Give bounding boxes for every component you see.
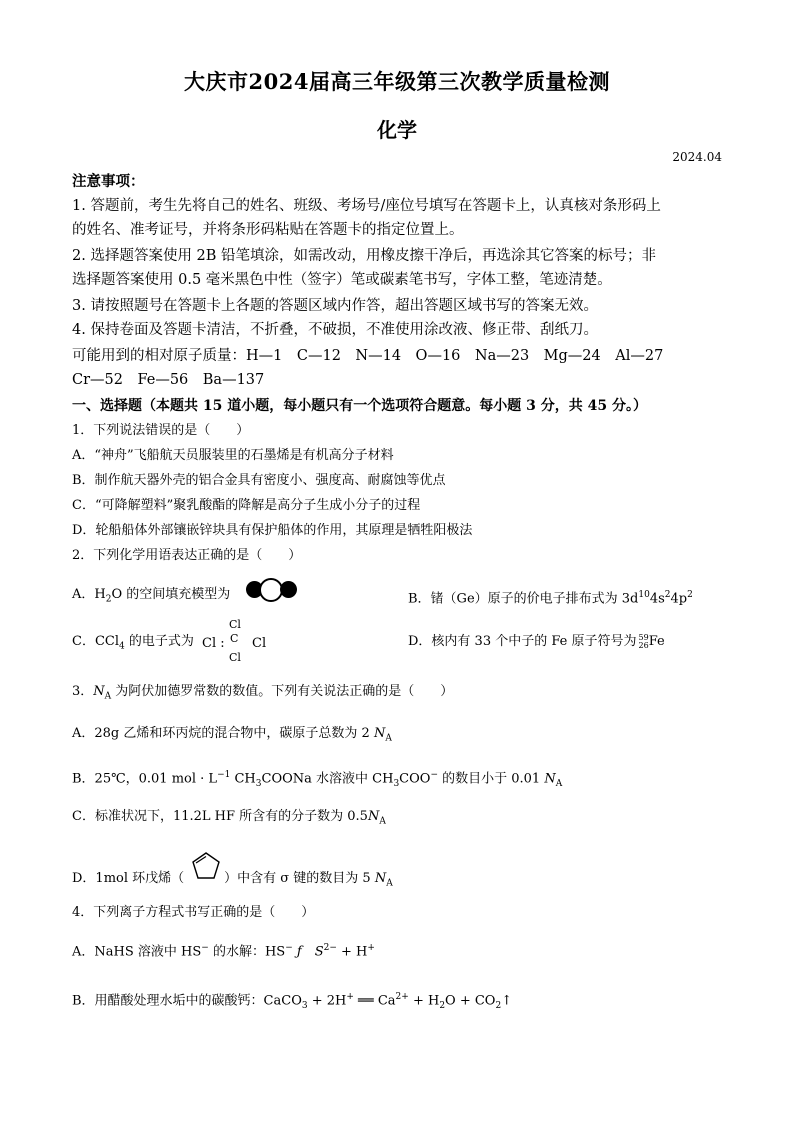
q4-a-text: 的水解：HS bbox=[208, 944, 286, 960]
q3-b-text: B．25℃，0.01 mol · L bbox=[72, 771, 218, 787]
exam-date: 2024.04 bbox=[672, 150, 722, 164]
q3-b-text: CH bbox=[230, 771, 256, 787]
q3-b-sup: −1 bbox=[217, 770, 231, 780]
q2-option-c bbox=[72, 632, 194, 657]
q3-b-sup: − bbox=[430, 770, 438, 780]
q3-option-a bbox=[72, 724, 392, 749]
q2-option-b bbox=[408, 585, 693, 609]
q3-option-c bbox=[72, 807, 386, 832]
q4-b-sub: 2 bbox=[495, 1000, 502, 1011]
na-sub: A bbox=[386, 878, 393, 889]
na-sub: A bbox=[385, 733, 392, 744]
q2-option-d bbox=[408, 632, 665, 652]
q2-a-pre: A．H bbox=[72, 587, 106, 602]
q2-option-a bbox=[72, 585, 230, 610]
q4-a-sup: − bbox=[201, 943, 209, 953]
q3-a-text: A．28g 乙烯和环丙烷的混合物中，碳原子总数为 2 bbox=[72, 726, 370, 741]
q1-stem: 1．下列说法错误的是（ ） bbox=[72, 423, 250, 438]
q4-a-sup: − bbox=[285, 943, 293, 953]
cl-top: Cl bbox=[229, 618, 241, 631]
q3-d-text: ）中含有 σ 键的数目为 5 bbox=[224, 871, 371, 886]
q3-b-sub: 3 bbox=[393, 778, 400, 789]
q4-a-sup: 2− bbox=[323, 943, 337, 953]
na-sub: A bbox=[104, 691, 112, 702]
q4-b-text: + H bbox=[408, 993, 440, 1009]
q2-a-post: O 的空间填充模型为 bbox=[111, 587, 231, 602]
isotope-numbers bbox=[639, 634, 649, 650]
notice-line: 3. 请按照题号在答题卡上各题的答题区域内作答，超出答题区域书写的答案无效。 bbox=[72, 298, 598, 314]
notice-line: 1. 答题前，考生先将自己的姓名、班级、考场号/座位号填写在答题卡上，认真核对条形码上 bbox=[72, 198, 661, 214]
element-symbol: Fe bbox=[648, 634, 665, 649]
q2-b-sup: 2 bbox=[664, 590, 671, 600]
atomic-number: 26 bbox=[638, 640, 649, 650]
q2-b-text: 4s bbox=[649, 591, 665, 607]
na-sub: A bbox=[379, 816, 386, 827]
q1-option-a: A．“神舟”飞船航天员服装里的石墨烯是有机高分子材料 bbox=[72, 448, 394, 463]
notice-heading: 注意事项： bbox=[72, 173, 145, 190]
na-symbol: N bbox=[373, 726, 386, 741]
q2-b-text: 4p bbox=[670, 591, 688, 607]
notice-line: 选择题答案使用 0.5 毫米黑色中性（签字）笔或碳素笔书写，字体工整，笔迹清楚。 bbox=[72, 272, 612, 288]
mass-number: 59 bbox=[638, 632, 649, 642]
q3-b-text: COO bbox=[399, 771, 431, 787]
na-sub: A bbox=[555, 778, 563, 789]
q3-text: 3． bbox=[72, 684, 94, 699]
q1-option-b: B．制作航天器外壳的铝合金具有密度小、强度高、耐腐蚀等优点 bbox=[72, 473, 446, 488]
exam-title: 大庆市2024届高三年级第三次教学质量检测 bbox=[184, 69, 610, 94]
q2-d-text: D．核内有 33 个中子的 Fe 原子符号为 bbox=[408, 634, 637, 649]
q1-option-d: D．轮船船体外部镶嵌锌块具有保护船体的作用，其原理是牺牲阳极法 bbox=[72, 523, 473, 538]
q4-stem: 4．下列离子方程式书写正确的是（ ） bbox=[72, 905, 315, 920]
q4-b-text: ══ Ca bbox=[353, 993, 396, 1009]
subject-title: 化学 bbox=[377, 118, 417, 142]
q4-b-text: O + CO bbox=[445, 993, 496, 1009]
q4-b-sub: 3 bbox=[301, 1000, 308, 1011]
q4-b-sup: 2+ bbox=[395, 992, 409, 1002]
notice-line: 4. 保持卷面及答题卡清洁，不折叠，不破损，不准使用涂改液、修正带、刮纸刀。 bbox=[72, 322, 598, 338]
q2-c-text: 的电子式为 bbox=[124, 634, 194, 649]
cl-bottom: Cl bbox=[229, 651, 241, 664]
na-symbol: N bbox=[367, 809, 380, 824]
q3-c-text: C．标准状况下，11.2L HF 所含有的分子数为 0.5 bbox=[72, 809, 368, 824]
q4-a-text: A．NaHS 溶液中 HS bbox=[72, 944, 202, 960]
q2-b-text: B．锗（Ge）原子的价电子排布式为 3d bbox=[408, 591, 639, 607]
q4-a-sup: + bbox=[367, 943, 375, 953]
cyclopentene-structure bbox=[188, 848, 224, 886]
cl-right: Cl bbox=[252, 636, 267, 651]
q2-a-sub: 2 bbox=[105, 594, 112, 605]
water-spacefill-model bbox=[246, 578, 302, 600]
q4-option-a bbox=[72, 938, 375, 962]
q3-b-sub: 3 bbox=[255, 778, 262, 789]
q3-stem bbox=[72, 682, 453, 707]
q4-b-text: B．用醋酸处理水垢中的碳酸钙：CaCO bbox=[72, 993, 302, 1009]
na-symbol: N bbox=[374, 871, 387, 886]
cl-left: Cl : bbox=[202, 636, 225, 651]
q2-c-text: C．CCl bbox=[72, 634, 119, 649]
section-heading: 一、选择题（本题共 15 道小题，每小题只有一个选项符合题意。每小题 3 分，共 45 分。） bbox=[72, 398, 647, 414]
q1-option-c: C．“可降解塑料”聚乳酸酯的降解是高分子生成小分子的过程 bbox=[72, 498, 421, 513]
q4-b-text: + 2H bbox=[307, 993, 347, 1009]
na-symbol: N bbox=[544, 771, 556, 787]
q3-option-d bbox=[72, 869, 393, 894]
atomic-mass-line: Cr—52 Fe—56 Ba—137 bbox=[72, 372, 265, 388]
q2-b-sup: 2 bbox=[687, 590, 693, 600]
c-center: C bbox=[230, 632, 239, 645]
q3-d-text: D．1mol 环戊烯（ bbox=[72, 871, 185, 886]
notice-line: 2. 选择题答案使用 2B 铅笔填涂，如需改动，用橡皮擦干净后，再选涂其它答案的标号；非 bbox=[72, 248, 657, 264]
q2-c-sub: 4 bbox=[119, 641, 125, 652]
q3-option-b bbox=[72, 765, 562, 794]
gas-arrow: ↑ bbox=[501, 993, 513, 1009]
q2-stem: 2．下列化学用语表达正确的是（ ） bbox=[72, 548, 302, 563]
q4-b-sub: 2 bbox=[439, 1000, 446, 1011]
atomic-mass-line: 可能用到的相对原子质量：H—1 C—12 N—14 O—16 Na—23 Mg—24 Al—27 bbox=[72, 348, 664, 364]
na-symbol: N bbox=[93, 684, 105, 699]
q3-b-text: COONa 水溶液中 CH bbox=[261, 771, 394, 787]
notice-line: 的姓名、准考证号，并将条形码粘贴在答题卡的指定位置上。 bbox=[72, 222, 464, 238]
q2-b-sup: 10 bbox=[638, 590, 650, 600]
q4-a-text: + H bbox=[336, 944, 368, 960]
q4-a-text: ƒ S bbox=[292, 944, 324, 960]
q3-text: 为阿伏加德罗常数的数值。下列有关说法正确的是（ ） bbox=[111, 684, 454, 699]
q3-b-text: 的数目小于 0.01 bbox=[437, 771, 541, 787]
q4-b-sup: + bbox=[346, 992, 354, 1002]
q4-option-b bbox=[72, 987, 512, 1016]
